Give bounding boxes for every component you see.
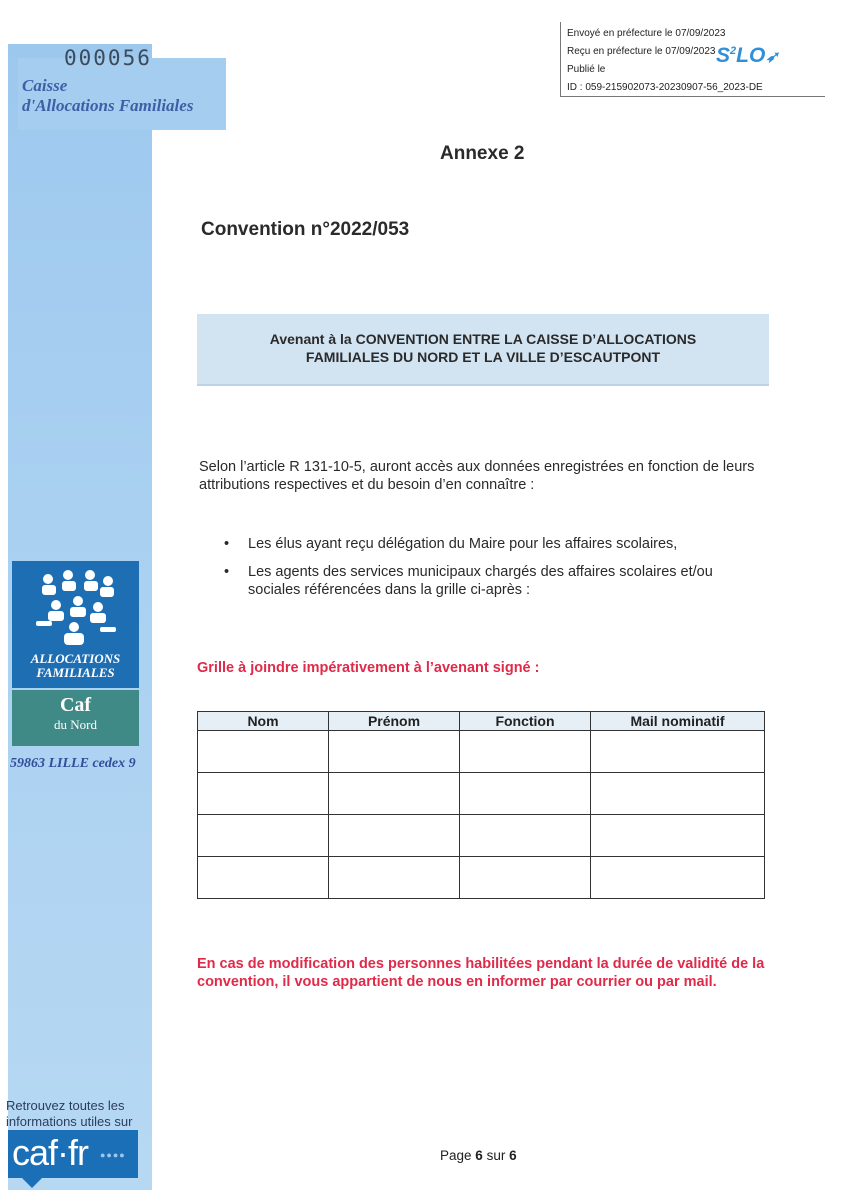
banner-line1: Avenant à la CONVENTION ENTRE LA CAISSE D’ALLOCATIONS	[269, 331, 697, 347]
address: 59863 LILLE cedex 9	[10, 756, 136, 771]
list-item-text: Les agents des services municipaux chargés des affaires scolaires et/ou sociales référencées dans la grille ci-après :	[248, 564, 713, 598]
stamp-received: Reçu en préfecture le 07/09/2023	[567, 46, 716, 57]
website-prompt-line2: informations utiles sur	[6, 1114, 133, 1129]
table-cell[interactable]	[591, 857, 765, 899]
column-header-mail: Mail nominatif	[591, 712, 765, 731]
stamp-id: ID : 059-215902073-20230907-56_2023-DE	[567, 82, 763, 93]
table-row	[198, 773, 765, 815]
total-pages: 6	[509, 1148, 517, 1163]
caf-logo	[12, 561, 139, 688]
table-cell[interactable]	[591, 773, 765, 815]
list-item-text: Les élus ayant reçu délégation du Maire pour les affaires scolaires,	[248, 536, 678, 552]
stamp-sent: Envoyé en préfecture le 07/09/2023	[567, 28, 726, 39]
table-cell[interactable]	[198, 773, 329, 815]
table-cell[interactable]	[591, 815, 765, 857]
page-number: 6	[475, 1148, 483, 1163]
stamp-published: Publié le	[567, 64, 606, 75]
table-cell[interactable]	[329, 773, 460, 815]
convention-title: Convention n°2022/053	[201, 219, 410, 240]
table-row	[198, 731, 765, 773]
org-name-line2: d'Allocations Familiales	[22, 96, 194, 115]
caf-fr-logo	[8, 1130, 138, 1178]
table-row	[198, 815, 765, 857]
website-label: caf·fr	[12, 1132, 89, 1173]
caf-du-nord-box	[12, 690, 139, 746]
authorized-persons-table	[197, 711, 765, 899]
org-name	[22, 76, 193, 116]
org-name-line1: Caisse	[22, 76, 68, 95]
dots-decoration-icon: ●●●●	[100, 1150, 126, 1160]
caf-label: Caf	[59, 694, 92, 716]
prefecture-stamp	[560, 22, 825, 97]
speech-tail-icon	[22, 1178, 42, 1188]
grid-heading: Grille à joindre impérativement à l’avenant signé :	[197, 660, 540, 676]
logo-text-line1: ALLOCATIONS	[30, 651, 121, 666]
website-prompt-line1: Retrouvez toutes les	[6, 1098, 125, 1113]
table-header-row	[198, 712, 765, 731]
logo-text-line2: FAMILIALES	[36, 665, 115, 680]
intro-paragraph: Selon l’article R 131-10-5, auront accès aux données enregistrées en fonction de leurs attributions respectives et du besoin d’en connaître :	[199, 459, 755, 493]
column-header-prenom: Prénom	[329, 712, 460, 731]
bullet-icon: •	[224, 536, 230, 552]
page-footer	[440, 1148, 517, 1163]
column-header-nom: Nom	[198, 712, 329, 731]
table-cell[interactable]	[329, 815, 460, 857]
table-cell[interactable]	[460, 815, 591, 857]
of-label: sur	[486, 1148, 506, 1163]
website-prompt	[6, 1098, 132, 1130]
table-cell[interactable]	[460, 773, 591, 815]
table-cell[interactable]	[591, 731, 765, 773]
modification-notice: En cas de modification des personnes habilitées pendant la durée de validité de la convention, il vous appartient de nous en informer par courrier ou par mail.	[197, 956, 765, 990]
list-item	[224, 535, 748, 553]
column-header-fonction: Fonction	[460, 712, 591, 731]
bullet-icon: •	[224, 564, 230, 580]
table-cell[interactable]	[329, 731, 460, 773]
family-figures-icon	[34, 569, 118, 651]
table-cell[interactable]	[329, 857, 460, 899]
page-label: Page	[440, 1148, 472, 1163]
table-cell[interactable]	[198, 731, 329, 773]
stamp-number: 000056	[64, 46, 152, 70]
s2lo-logo: $S^2LO➶$	[716, 44, 779, 67]
table-cell[interactable]	[198, 857, 329, 899]
logo-text	[12, 652, 139, 680]
amendment-banner	[197, 314, 769, 386]
list-item	[224, 563, 768, 599]
caf-region: du Nord	[54, 717, 97, 732]
banner-line2: FAMILIALES DU NORD ET LA VILLE D’ESCAUTPONT	[305, 349, 661, 365]
table-cell[interactable]	[460, 857, 591, 899]
table-row	[198, 857, 765, 899]
annex-title: Annexe 2	[440, 143, 525, 164]
table-cell[interactable]	[198, 815, 329, 857]
table-cell[interactable]	[460, 731, 591, 773]
